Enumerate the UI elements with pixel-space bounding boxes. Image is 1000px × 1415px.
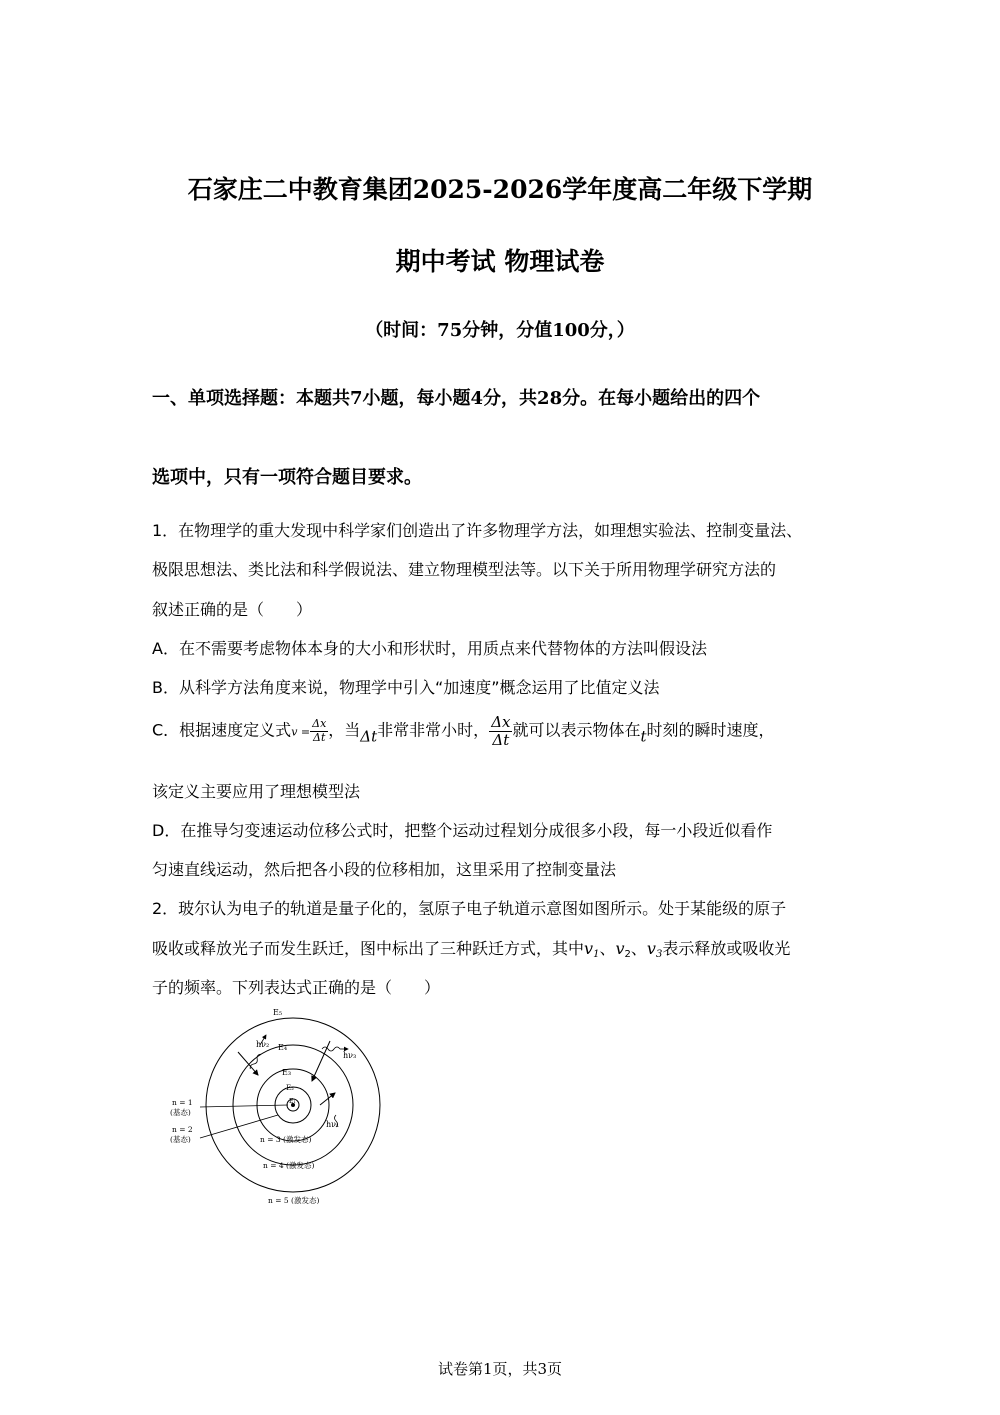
q2-line2-tail: 表示释放或吸收光 (662, 939, 791, 958)
exam-title: 石家庄二中教育集团2025-2026学年度高二年级下学期 (187, 175, 813, 204)
label-E4: E₄ (278, 1043, 288, 1052)
q2-line2-text: 吸收或释放光子而发生跃迁，图中标出了三种跃迁方式，其中 (152, 939, 585, 958)
q1-line2: 极限思想法、类比法和科学假说法、建立物理模型法等。以下关于所用物理学研究方法的 (152, 560, 777, 579)
section-heading-line2: 选项中，只有一项符合题目要求。 (152, 467, 422, 488)
label-n1-state: (基态) (170, 1108, 191, 1117)
q1-option-c (152, 714, 775, 748)
label-n3: n = 3 (激发态) (260, 1135, 312, 1144)
separator: 、 (599, 939, 616, 958)
q1-option-c-text1: C．根据速度定义式 (152, 720, 292, 740)
equals-sign: = (297, 725, 311, 739)
label-n2-state: (基态) (170, 1135, 191, 1144)
delta-t-symbol: Δt (360, 727, 378, 746)
exam-subtitle: 期中考试 物理试卷 (395, 247, 605, 276)
q1-option-c-text3: 非常非常小时， (377, 720, 490, 740)
nu1-symbol: v (584, 939, 594, 958)
q1-option-d-line1: D．在推导匀变速运动位移公式时，把整个运动过程划分成很多小段，每一小段近似看作 (152, 821, 773, 840)
fraction-denominator: Δt (492, 730, 510, 749)
q1-line1: 1．在物理学的重大发现中科学家们创造出了许多物理学方法，如理想实验法、控制变量法、 (152, 521, 803, 540)
label-hv1: hν₁ (326, 1120, 340, 1129)
nu3-symbol: v (646, 939, 656, 958)
label-n1: n = 1 (172, 1098, 193, 1107)
transition-arrow-3 (312, 1041, 330, 1081)
nu3-subscript: 3 (655, 949, 663, 960)
label-n4: n = 4 (激发态) (263, 1161, 315, 1170)
exam-info: （时间：75分钟，分值100分，） (365, 320, 635, 341)
label-hv2: hν₂ (256, 1040, 270, 1049)
velocity-symbol: v (291, 725, 298, 739)
label-E5: E₅ (273, 1008, 283, 1017)
q2-line2 (152, 936, 790, 960)
fraction-numerator: Δx (312, 717, 327, 731)
label-E2: E₂ (286, 1084, 294, 1092)
time-symbol: t (640, 727, 647, 746)
ratio-fraction (489, 714, 512, 748)
nu2-symbol: v (615, 939, 625, 958)
fraction-denominator: Δt (313, 730, 326, 744)
q2-line3: 子的频率。下列表达式正确的是（ ） (152, 978, 441, 997)
fraction-numerator: Δx (491, 713, 511, 731)
q1-option-c-text4: 就可以表示物体在 (512, 720, 641, 740)
section-heading-line1: 一、单项选择题：本题共7小题，每小题4分，共28分。在每小题给出的四个 (152, 388, 761, 409)
label-hv3: hν₃ (343, 1051, 357, 1060)
q2-line1: 2．玻尔认为电子的轨道是量子化的，氢原子电子轨道示意图如图所示。处于某能级的原子 (152, 899, 787, 918)
q1-option-c-line2: 该定义主要应用了理想模型法 (152, 782, 361, 801)
velocity-fraction (310, 718, 328, 743)
label-n5: n = 5 (激发态) (268, 1196, 320, 1205)
q1-option-b: B．从科学方法角度来说，物理学中引入“加速度”概念运用了比值定义法 (152, 678, 660, 697)
separator: 、 (630, 939, 647, 958)
label-E1: E₁ (289, 1098, 296, 1105)
nu2-subscript: 2 (624, 949, 631, 960)
q1-option-a: A．在不需要考虑物体本身的大小和形状时，用质点来代替物体的方法叫假设法 (152, 639, 707, 658)
q1-line3: 叙述正确的是（ ） (152, 600, 313, 619)
label-E3: E₃ (282, 1068, 292, 1077)
q1-option-c-text5: 时刻的瞬时速度， (646, 720, 775, 740)
hydrogen-orbit-diagram (160, 1005, 400, 1210)
label-n2: n = 2 (172, 1125, 193, 1134)
page-footer: 试卷第1页，共3页 (437, 1360, 563, 1378)
photon-wave-3 (322, 1047, 340, 1051)
q1-option-c-text2: ，当 (328, 720, 361, 740)
nu1-subscript: 1 (593, 949, 600, 960)
q1-option-d-line2: 匀速直线运动，然后把各小段的位移相加，这里采用了控制变量法 (152, 860, 617, 879)
